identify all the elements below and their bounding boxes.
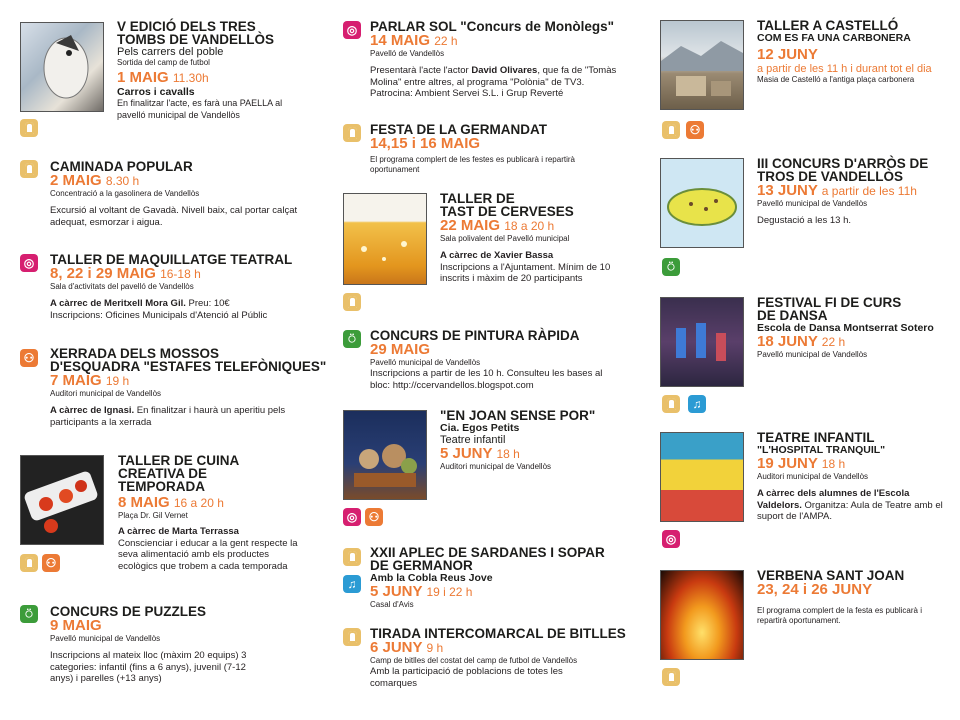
event-date: 8, 22 i 29 MAIG 16-18 h <box>50 265 201 282</box>
event-school: Escola de Dansa Montserrat Sotero <box>757 322 934 334</box>
event-desc: Inscripcions a partir de les 10 h. Consulteu les bases al bloc: http://ccervandellos.blogspot.com <box>370 368 603 391</box>
event-puzzles <box>50 605 300 685</box>
event-place: Casal d'Avis <box>370 600 414 609</box>
event-title: FESTIVAL FI DE CURS <box>757 295 902 310</box>
event-title-line2: TOMBS DE VANDELLÒS <box>117 32 275 47</box>
event-title-line2: TAST DE CERVESES <box>440 204 574 219</box>
event-maquillatge <box>50 253 305 321</box>
paint-icon: ⍥ <box>20 605 38 623</box>
puppet-image <box>343 410 427 500</box>
event-note: Amb la Cobla Reus Jove <box>370 572 493 584</box>
event-teatre-infantil <box>757 431 947 523</box>
family-icon: ⚇ <box>42 554 60 572</box>
event-place: Camp de bitlles del costat del camp de futbol de Vandellòs <box>370 656 578 665</box>
event-date: 7 MAIG 19 h <box>50 372 130 389</box>
event-subtitle: Teatre infantil <box>440 434 506 446</box>
event-date: 22 MAIG 18 a 20 h <box>440 217 555 234</box>
event-title: TALLER DE <box>440 191 515 206</box>
event-title-line2: D'ESQUADRA "ESTAFES TELEFÒNIQUES" <box>50 359 327 374</box>
age-icon <box>20 160 38 178</box>
rice-drawing-image <box>660 158 744 248</box>
event-title: VERBENA SANT JOAN <box>757 568 905 583</box>
event-date: 14 MAIG 22 h <box>370 32 458 49</box>
castello-image <box>660 20 744 110</box>
event-title: TALLER DE CUINA <box>118 453 240 468</box>
event-arros <box>757 157 952 227</box>
event-place: Sala d'activitats del pavelló de Vandellòs <box>50 282 194 291</box>
bonfire-image <box>660 570 744 660</box>
theatre-masks-icon: ◎ <box>343 21 361 39</box>
event-title: CAMINADA POPULAR <box>50 159 193 174</box>
event-date: 19 JUNY 18 h <box>757 455 846 472</box>
event-place: Pavelló municipal de Vandellòs <box>50 634 161 643</box>
food-image <box>20 455 104 545</box>
hospital-drawing-image <box>660 432 744 522</box>
event-place: Concentració a la gasolinera de Vandellòs <box>50 189 200 198</box>
event-date: 6 JUNY 9 h <box>370 639 444 656</box>
event-date: 13 JUNY a partir de les 11h <box>757 182 917 199</box>
event-pintura <box>370 329 630 391</box>
event-company: Cia. Egos Petits <box>440 422 520 434</box>
event-cuina <box>118 454 303 572</box>
horse-image <box>20 22 104 112</box>
event-time: 11.30h <box>172 71 209 85</box>
event-desc: A càrrec dels alumnes de l'Escola Valdelors. Organitza: Aula de Teatre amb el suport de l'AMPA. <box>757 488 943 522</box>
event-germandat <box>370 123 630 175</box>
event-title-line2: DE DANSA <box>757 308 828 323</box>
event-title-line2: CREATIVA DE <box>118 466 208 481</box>
event-desc: A càrrec de Marta Terrassa <box>118 526 239 537</box>
event-xerrada <box>50 346 327 428</box>
family-icon: ⚇ <box>20 349 38 367</box>
event-date: 14,15 i 16 MAIG <box>370 135 481 152</box>
event-play-name: "L'HOSPITAL TRANQUIL" <box>757 444 886 456</box>
event-parlar-sol <box>370 20 630 100</box>
puppet-illustration <box>344 411 426 499</box>
event-title: "EN JOAN SENSE POR" <box>440 408 596 423</box>
music-note-icon: ♫ <box>343 575 361 593</box>
event-title: TALLER A CASTELLÓ <box>757 18 899 33</box>
event-caminada <box>50 160 300 228</box>
family-icon: ⚇ <box>686 121 704 139</box>
age-icon <box>343 548 361 566</box>
event-title: XXII APLEC DE SARDANES I SOPAR <box>370 545 605 560</box>
event-verbena <box>757 569 947 626</box>
event-date: 18 JUNY 22 h <box>757 333 846 350</box>
event-note: Carros i cavalls <box>117 86 195 98</box>
event-title: TIRADA INTERCOMARCAL DE BITLLES <box>370 626 626 641</box>
landscape-illustration <box>661 21 743 109</box>
event-desc: A càrrec de Meritxell Mora Gil. Preu: 10€ <box>50 298 230 309</box>
dance-image <box>660 297 744 387</box>
age-icon <box>343 124 361 142</box>
event-title: V EDICIÓ DELS TRES <box>117 19 256 34</box>
beer-image <box>343 193 427 285</box>
paella-illustration <box>661 159 743 247</box>
theatre-masks-icon: ◎ <box>343 508 361 526</box>
event-desc: Amb la participació de poblacions de totes les comarques <box>370 666 563 689</box>
event-place: El programa complert de les festes es publicarà i repartirà oportunament <box>370 155 575 174</box>
event-title: CONCURS DE PINTURA RÀPIDA <box>370 328 580 343</box>
event-desc-2: Inscripcions a l'Ajuntament. Mínim de 10 inscrits i màxim de 20 participants <box>440 261 611 284</box>
event-date: 12 JUNY <box>757 46 818 63</box>
paint-icon: ⍥ <box>662 258 680 276</box>
event-desc: Excursió al voltant de Gavadà. Nivell baix, cal portar calçat adequat, esmorzar i aigua. <box>50 205 298 228</box>
event-title-line2: DE GERMANOR <box>370 558 473 573</box>
event-castello <box>757 19 947 85</box>
event-place: Pavelló de Vandellòs <box>370 49 445 58</box>
event-date: 2 MAIG 8.30 h <box>50 172 140 189</box>
event-en-joan <box>440 409 630 472</box>
theatre-masks-icon: ◎ <box>662 530 680 548</box>
event-title: PARLAR SOL "Concurs de Monòlegs" <box>370 19 615 34</box>
event-place: El programa complert de la festa es publicarà i repartirà oportunament. <box>757 606 922 625</box>
horse-illustration <box>21 23 103 111</box>
event-title-line2: TROS DE VANDELLÒS <box>757 169 904 184</box>
age-icon <box>20 119 38 137</box>
event-date: 5 JUNY 18 h <box>440 445 520 462</box>
dancers-illustration <box>661 298 743 386</box>
event-place: Pavelló municipal de Vandellòs <box>370 358 481 367</box>
event-desc-2: Inscripcions: Oficines Municipals d'Atenció al Públic <box>50 309 268 321</box>
music-note-icon: ♫ <box>688 395 706 413</box>
event-place: Plaça Dr. Gil Vernet <box>118 511 188 520</box>
event-time: a partir de les 11 h i durant tot el dia <box>757 63 932 75</box>
event-place: Pavelló municipal de Vandellòs <box>757 199 868 208</box>
event-sardanes <box>370 546 630 610</box>
food-illustration <box>21 456 103 544</box>
family-icon: ⚇ <box>365 508 383 526</box>
event-date: 29 MAIG <box>370 341 431 358</box>
paint-icon: ⍥ <box>343 330 361 348</box>
age-icon <box>662 668 680 686</box>
event-title: TEATRE INFANTIL <box>757 430 875 445</box>
event-subtitle: Pels carrers del poble <box>117 46 224 58</box>
event-desc: A càrrec de Xavier Bassa <box>440 250 554 261</box>
event-desc: A càrrec de Ignasi. En finalitzar i haurà un aperitiu pels participants a la xerrada <box>50 405 286 428</box>
event-title: TALLER DE MAQUILLATGE TEATRAL <box>50 252 293 267</box>
event-tres-tombs <box>117 20 297 121</box>
event-bitlles <box>370 627 630 689</box>
age-icon <box>343 293 361 311</box>
event-place: Sortida del camp de futbol <box>117 58 210 67</box>
event-place: Sala polivalent del Pavelló municipal <box>440 234 570 243</box>
event-desc: Presentarà l'acte l'actor David Olivares, que fa de "Tomàs Molina" entre altres, al programa "Polònia" de TV3. Patrocina: Ambient Servei S.L. i Grup Reverté <box>370 65 617 99</box>
event-date: 9 MAIG <box>50 617 102 634</box>
event-title: XERRADA DELS MOSSOS <box>50 346 220 361</box>
event-cerveses <box>440 192 630 285</box>
event-place: Masia de Castelló a l'antiga plaça carbonera <box>757 75 915 84</box>
beer-illustration <box>344 194 426 284</box>
age-icon <box>662 121 680 139</box>
event-date: 5 JUNY 19 i 22 h <box>370 583 473 600</box>
event-place: Auditori municipal de Vandellòs <box>50 389 162 398</box>
event-desc: Inscripcions al mateix lloc (màxim 20 equips) 3 categories: infantil (fins a 6 anys), juvenil (7-12 anys) i parelles (+13 anys) <box>50 650 247 684</box>
event-title-line3: TEMPORADA <box>118 479 205 494</box>
age-icon <box>20 554 38 572</box>
event-place: Auditori municipal de Vandellòs <box>440 462 552 471</box>
event-place: Auditori municipal de Vandellòs <box>757 472 869 481</box>
event-title: III CONCURS D'ARRÒS DE <box>757 156 929 171</box>
event-date: 23, 24 i 26 JUNY <box>757 581 873 598</box>
event-title: FESTA DE LA GERMANDAT <box>370 122 547 137</box>
event-dansa <box>757 296 952 360</box>
event-subtitle: COM ES FA UNA CARBONERA <box>757 32 911 44</box>
theatre-masks-icon: ◎ <box>20 254 38 272</box>
event-place: Pavelló municipal de Vandellòs <box>757 350 868 359</box>
event-desc: Degustació a les 13 h. <box>757 215 852 226</box>
event-desc-2: Conscienciar i educar a la gent respecte la seva alimentació amb els productes ecològics que trobem a cada temporada <box>118 537 298 572</box>
event-title: CONCURS DE PUZZLES <box>50 604 207 619</box>
event-date: 1 MAIG 11.30h <box>117 69 209 86</box>
age-icon <box>343 628 361 646</box>
event-date: 8 MAIG 16 a 20 h <box>118 494 224 511</box>
age-icon <box>662 395 680 413</box>
event-desc: En finalitzar l'acte, es farà una PAELLA al pavelló municipal de Vandellòs <box>117 98 283 120</box>
